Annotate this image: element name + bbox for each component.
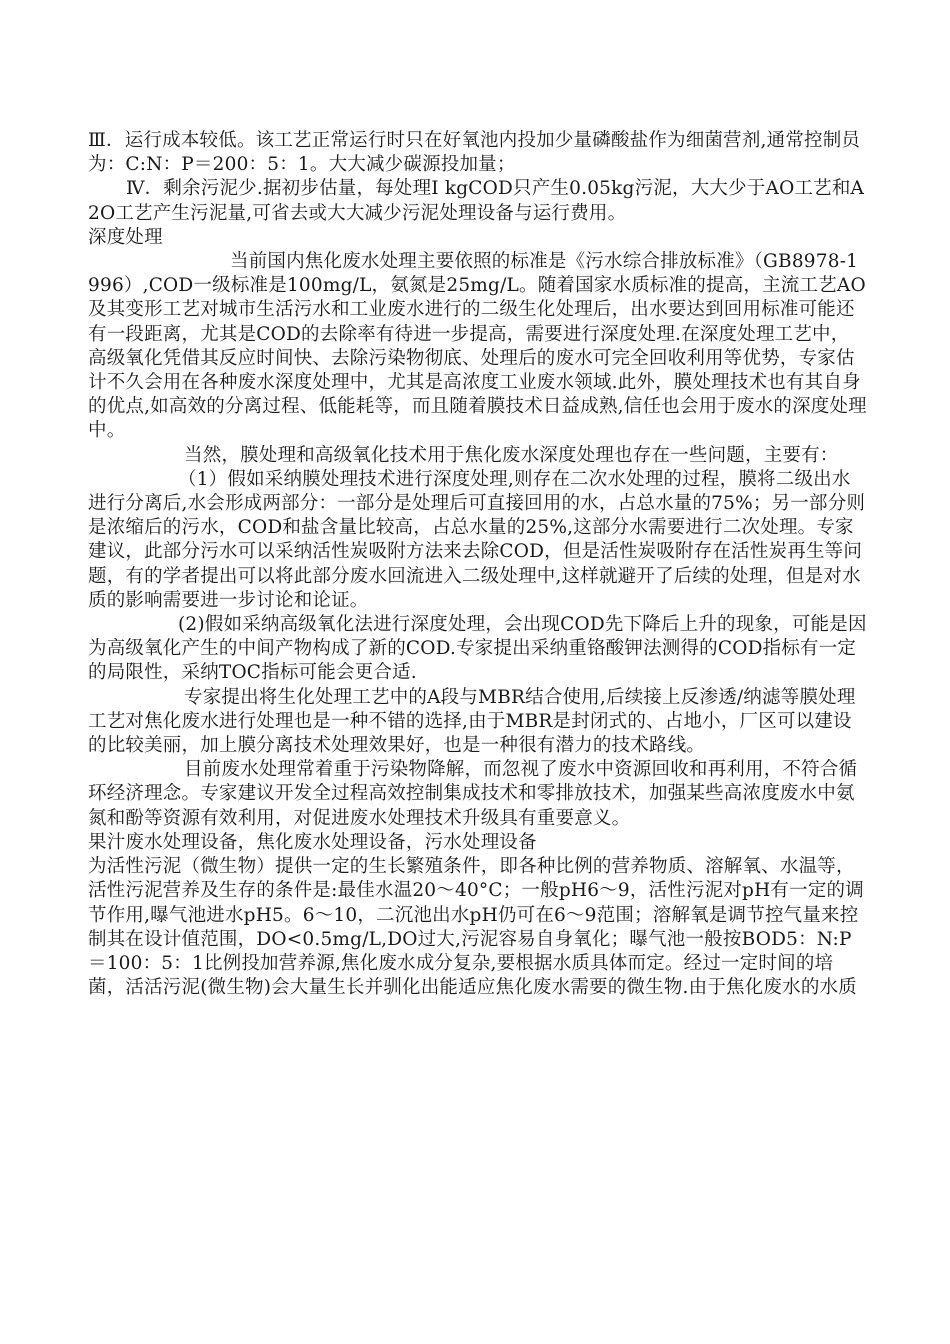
- paragraph-sludge: Ⅳ．剩余污泥少.据初步估量，每处理I kgCOD只产生0.05kg污泥，大大少于AO工艺和A2O工艺产生污泥量,可省去或大大减少污泥处理设备与运行费用。: [88, 178, 865, 224]
- section-heading-advanced-treatment: 深度处理: [88, 226, 163, 248]
- paragraph-activated-sludge: 为活性污泥（微生物）提供一定的生长繁殖条件，即各种比例的营养物质、溶解氧、水温等，活性污泥营养及生存的条件是:最佳水温20～40°C；一般pH6～9，活性污泥对pH有一定的调节作用,曝气池进水pH5。6～10，二沉池出水pH仍可在6～9范围；溶解氧是调节控气量来控制其在设计值范围，DO<0.5mg/L,DO过大,污泥容易自身氧化；曝气池一般按BOD5：N:P＝100：5：1比例投加营养源,焦化废水成分复杂,要根据水质具体而定。经过一定时间的培菌，活活污泥(微生物)会大量生长并驯化出能适应焦化废水需要的微生物.由于焦化废水的水质: [88, 856, 864, 999]
- paragraph-problems-intro: 当然，膜处理和高级氧化技术用于焦化废水深度处理也存在一些问题，主要有：: [184, 444, 839, 466]
- keyword-line: 果汁废水处理设备，焦化废水处理设备，污水处理设备: [88, 831, 537, 853]
- paragraph-resource-recovery: 目前废水处理常着重于污染物降解，而忽视了废水中资源回收和再利用，不符合循环经济理念。专家建议开发全过程高效控制集成技术和零排放技术，加强某些高浓度废水中氨氮和酚等资源有效利用，对促进废水处理技术升级具有重要意义。: [88, 759, 858, 829]
- paragraph-operating-cost: Ⅲ．运行成本较低。该工艺正常运行时只在好氧池内投加少量磷酸盐作为细菌营剂,通常控制员为：C:N：P＝200：5：1。大大减少碳源投加量；: [88, 130, 861, 176]
- document-body: [88, 129, 868, 1000]
- paragraph-standards: 当前国内焦化废水处理主要依照的标准是《污水综合排放标准》（GB8978-1996）,COD一级标准是100mg/L，氨氮是25mg/L。随着国家水质标准的提高，主流工艺AO及其变形工艺对城市生活污水和工业废水进行的二级生化处理后，出水要达到回用标准可能还有一段距离，尤其是COD的去除率有待进一步提高，需要进行深度处理.在深度处理工艺中，高级氧化凭借其反应时间快、去除污染物彻底、处理后的废水可完全回收利用等优势，专家估计不久会用在各种废水深度处理中，尤其是高浓度工业废水领域.此外，膜处理技术也有其自身的优点,如高效的分离过程、低能耗等，而且随着膜技术日益成熟,信任也会用于废水的深度处理中。: [88, 251, 867, 442]
- paragraph-oxidation-issue: (2)假如采纳高级氧化法进行深度处理，会出现COD先下降后上升的现象，可能是因为高级氧化产生的中间产物构成了新的COD.专家提出采纳重铬酸钾法测得的COD指标有一定的局限性，采纳TOC指标可能会更合适.: [88, 614, 867, 684]
- paragraph-mbr: 专家提出将生化处理工艺中的A段与MBR结合使用,后续接上反渗透/纳滤等膜处理工艺对焦化废水进行处理也是一种不错的选择,由于MBR是封闭式的、占地小，厂区可以建设的比较美丽，加上膜分离技术处理效果好，也是一种很有潜力的技术路线。: [88, 686, 856, 757]
- paragraph-membrane-issue: （1）假如采纳膜处理技术进行深度处理,则存在二次水处理的过程，膜将二级出水进行分离后,水会形成两部分：一部分是处理后可直接回用的水，占总水量的75%；另一部分则是浓缩后的污水，COD和盐含量比较高，占总水量的25%,这部分水需要进行二次处理。专家建议，此部分污水可以采纳活性炭吸附方法来去除COD，但是活性炭吸附存在活性炭再生等问题，有的学者提出可以将此部分废水回流进入二级处理中,这样就避开了后续的处理，但是对水质的影响需要进一步讨论和论证。: [88, 468, 866, 611]
